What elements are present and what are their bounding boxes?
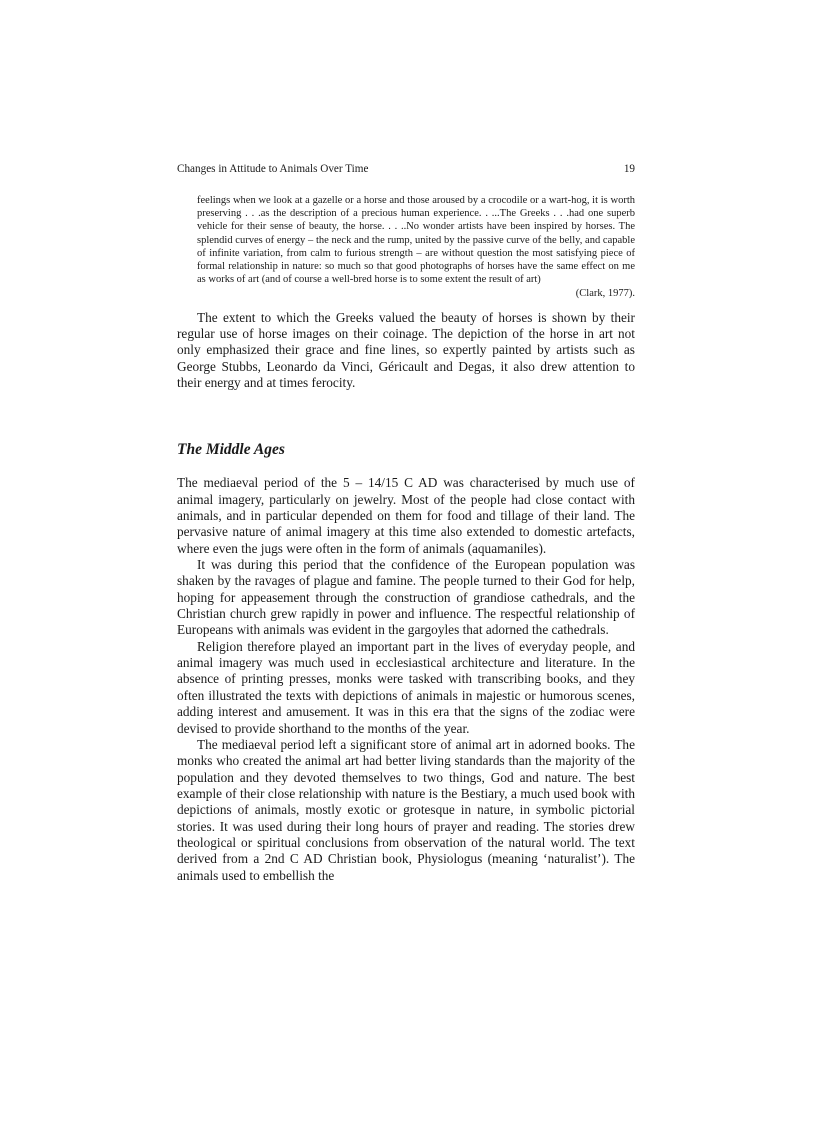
section-heading: The Middle Ages [177, 441, 285, 459]
quote-citation: (Clark, 1977). [575, 288, 635, 300]
quote-text: feelings when we look at a gazelle or a horse and those aroused by a crocodile or a wart-hog, it is worth preserving . . .as the description of a precious human experience. . ...The Greeks . . .had one superb vehicle for their sense of beauty, the horse. . . ..No wonder artists have been inspired by horses. The splendid curves of energy – the neck and the rump, united by the passive curve of the belly, and capable of infinite variation, from calm to furious strength – are without question the most satisfying piece of formal relationship in nature: so much so that good photographs of horses have the same effect on me as works of art (and of course a well-bred horse is to some extent the result of art) [197, 195, 635, 286]
intro-text [177, 310, 635, 392]
section-body [177, 475, 635, 884]
page-number: 19 [623, 163, 635, 175]
paragraph: It was during this period that the confidence of the European population was shaken by the ravages of plague and famine. The people turned to their God for help, hoping for appeasement through the construction of grandiose cathedrals, and the Christian church grew rapidly in power and influence. The respectful relationship of Europeans with animals was evident in the gargoyles that adorned the cathedrals. [177, 557, 635, 638]
block-quote [197, 194, 635, 301]
running-title: Changes in Attitude to Animals Over Time [177, 163, 369, 175]
paragraph: Religion therefore played an important part in the lives of everyday people, and animal imagery was much used in ecclesiastical architecture and literature. In the absence of printing presses, monks were tasked with transcribing books, and they often illustrated the texts with depictions of animals in majestic or humorous scenes, adding interest and amusement. It was in this era that the signs of the zodiac were devised to provide shorthand to the months of the year. [177, 638, 635, 736]
running-header [177, 162, 635, 176]
paragraph: The extent to which the Greeks valued the beauty of horses is shown by their regular use of horse images on their coinage. The depiction of the horse in art not only emphasized their grace and fine lines, so expertly painted by artists such as George Stubbs, Leonardo da Vinci, Géricault and Degas, it also drew attention to their energy and at times ferocity. [177, 309, 635, 390]
book-page [177, 162, 635, 884]
paragraph: The mediaeval period left a significant store of animal art in adorned books. The monks who created the animal art had better living standards than the majority of the population and they devoted themselves to two things, God and nature. The best example of their close relationship with nature is the Bestiary, a much used book with depictions of animals, mostly exotic or grotesque in nature, in symbolic pictorial stories. It was used during their long hours of prayer and reading. The stories drew theological or spiritual conclusions from observation of the natural world. The text derived from a 2nd C AD Christian book, Physiologus (meaning ‘naturalist’). The animals used to embellish the [177, 736, 635, 883]
paragraph: The mediaeval period of the 5 – 14/15 C AD was characterised by much use of animal imagery, particularly on jewelry. Most of the people had close contact with animals, and in particular depended on them for food and tillage of their land. The pervasive nature of animal imagery at this time also extended to domestic artefacts, where even the jugs were often in the form of animals (aquamaniles). [177, 475, 635, 556]
